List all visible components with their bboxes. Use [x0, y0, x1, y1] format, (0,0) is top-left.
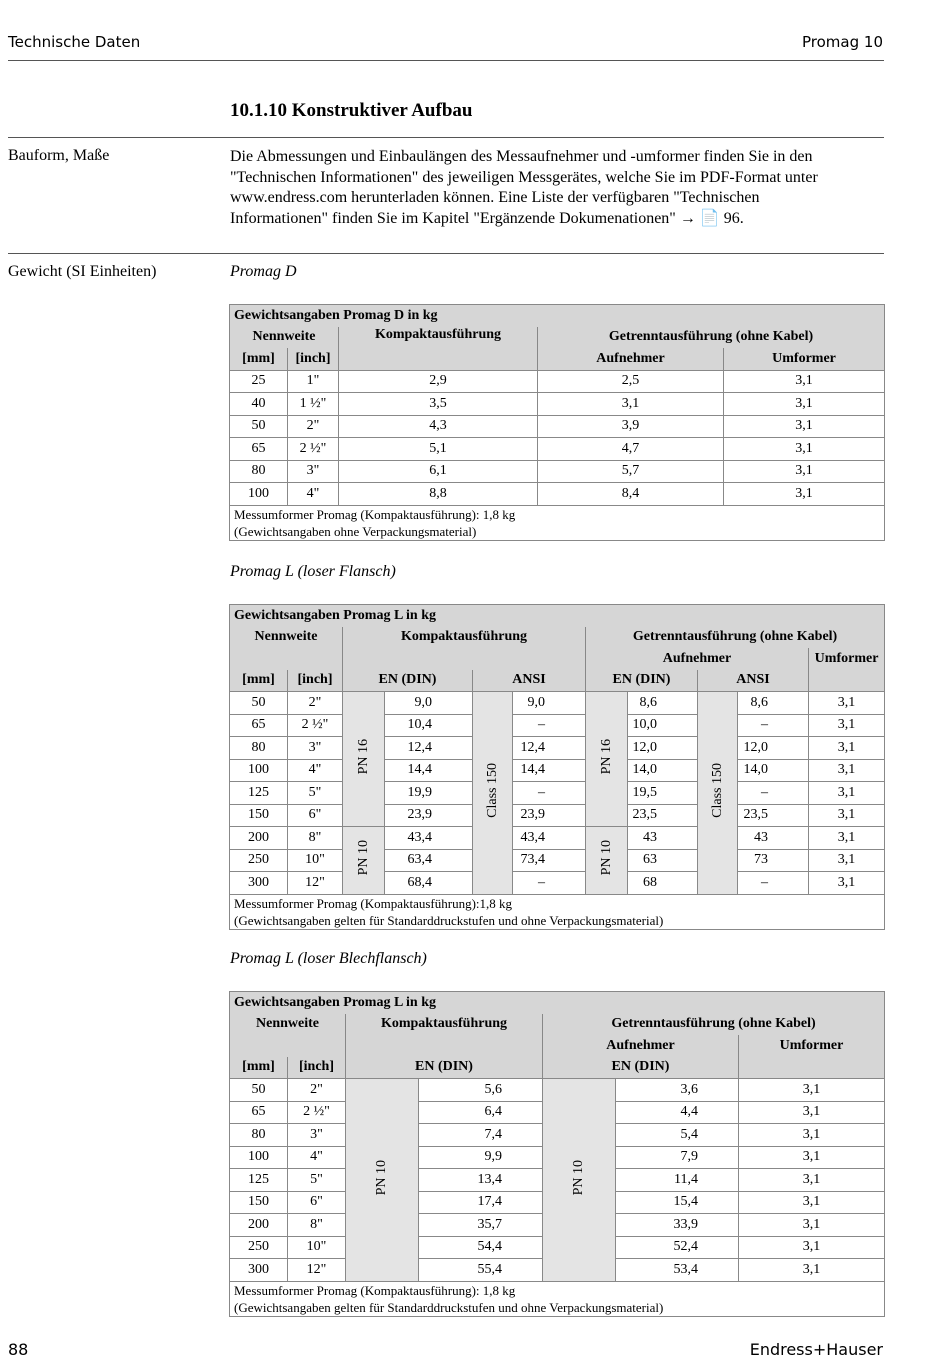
- col-mm: [mm]: [242, 1059, 275, 1075]
- table-cell: 23,9: [385, 804, 473, 827]
- table-cell: 10,0: [628, 714, 698, 737]
- table-cell: 3,1: [739, 1079, 885, 1102]
- table-row: [230, 782, 885, 805]
- table-cell: 14,0: [738, 759, 809, 782]
- col-umformer: Umformer: [809, 648, 885, 670]
- table-cell: –: [513, 872, 586, 895]
- header-rule: [8, 60, 884, 61]
- col-getrennt: Getrenntausführung (ohne Kabel): [543, 1014, 885, 1036]
- col-ansi: ANSI: [473, 670, 586, 692]
- table-cell: 8,8: [339, 483, 538, 506]
- pn10-label: [586, 827, 628, 895]
- table-cell: 73: [738, 849, 809, 872]
- table-cell: 63,4: [385, 849, 473, 872]
- table-cell: 3,1: [724, 370, 885, 393]
- table-cell: 19,5: [628, 782, 698, 805]
- col-en-din-getrennt: EN (DIN): [543, 1057, 739, 1079]
- table-cell: 9,9: [419, 1146, 543, 1169]
- table-promag-l-blechflansch: [229, 991, 885, 1317]
- table-cell: 25: [230, 370, 288, 393]
- table-cell: 3,1: [809, 849, 885, 872]
- table-caption: Gewichtsangaben Promag L in kg: [234, 607, 436, 623]
- table-cell: 9,0: [513, 692, 586, 715]
- table-cell: 6,1: [339, 460, 538, 483]
- col-aufnehmer: Aufnehmer: [586, 648, 809, 670]
- vertical-label: PN 16: [598, 738, 614, 775]
- table-cell: 2,5: [538, 370, 724, 393]
- col-umformer: Umformer: [739, 1035, 885, 1057]
- table-cell: 2": [288, 1079, 346, 1102]
- table-cell: 6": [288, 804, 343, 827]
- table-cell: –: [738, 782, 809, 805]
- col-nennweite: Nennweite: [256, 1016, 319, 1032]
- table-cell: 3,1: [538, 393, 724, 416]
- page-number: 88: [8, 1340, 29, 1359]
- col-en-din-getrennt: EN (DIN): [586, 670, 698, 692]
- table-cell: 43,4: [513, 827, 586, 850]
- table-cell: 3,1: [739, 1124, 885, 1147]
- table-cell: 35,7: [419, 1214, 543, 1237]
- bauform-paragraph: Die Abmessungen und Einbaulängen des Messaufnehmer und -umformer finden Sie in den "Technischen Informationen" des jeweiligen Messgerätes, welche Sie im PDF-Format unter www.endress.com herunterladen können. Eine Liste der verfügbaren "Technischen Informationen" finden Sie im Kapitel "Ergänzende Dokumenationen" → 📄 96.: [230, 148, 818, 227]
- table-row: [230, 460, 885, 483]
- vertical-label: Class 150: [709, 762, 725, 818]
- table-cell: 300: [230, 872, 288, 895]
- col-aufnehmer: Aufnehmer: [538, 348, 724, 370]
- table-cell: 3,1: [724, 393, 885, 416]
- table-cell: 3": [288, 1124, 346, 1147]
- brand-name: Endress+Hauser: [749, 1340, 883, 1359]
- vertical-label: PN 16: [355, 738, 371, 775]
- table-row: [230, 714, 885, 737]
- table-footnote: Messumformer Promag (Kompaktausführung): 1,8 kg (Gewichtsangaben ohne Verpackungsmaterial): [234, 506, 516, 539]
- table-cell: 3,1: [739, 1214, 885, 1237]
- col-nennweite: Nennweite: [254, 629, 318, 645]
- col-umformer: Umformer: [724, 348, 885, 370]
- table-cell: 5,6: [419, 1079, 543, 1102]
- table-cell: 3,1: [809, 872, 885, 895]
- table-row: [230, 1079, 885, 1102]
- bauform-label: Bauform, Maße: [8, 147, 110, 164]
- table-cell: 2": [288, 415, 339, 438]
- pn16-label: [586, 692, 628, 827]
- table-cell: 43,4: [385, 827, 473, 850]
- col-mm: [mm]: [242, 672, 275, 688]
- table-cell: 19,9: [385, 782, 473, 805]
- col-getrennt: Getrenntausführung (ohne Kabel): [586, 627, 885, 649]
- table-cell: 7,9: [616, 1146, 739, 1169]
- table-promag-d: [229, 304, 885, 541]
- table-cell: 5,1: [339, 438, 538, 461]
- table-cell: 2": [288, 692, 343, 715]
- table-cell: 65: [230, 438, 288, 461]
- table-row: [230, 737, 885, 760]
- promag-d-subtitle: Promag D: [230, 263, 297, 280]
- table-cell: 2,9: [339, 370, 538, 393]
- table-cell: 8": [288, 827, 343, 850]
- table-cell: 3,1: [809, 714, 885, 737]
- vertical-label: PN 10: [374, 1159, 389, 1195]
- table-cell: 10,4: [385, 714, 473, 737]
- table-cell: 3,9: [538, 415, 724, 438]
- table-promag-l-flansch: [229, 604, 885, 930]
- table-cell: 80: [230, 460, 288, 483]
- table-cell: 33,9: [616, 1214, 739, 1237]
- table-cell: 12": [288, 1259, 346, 1282]
- table-cell: 12,0: [628, 737, 698, 760]
- table-cell: 3,1: [739, 1191, 885, 1214]
- table-cell: 1 ½": [288, 393, 339, 416]
- table-cell: –: [738, 714, 809, 737]
- table-cell: –: [513, 714, 586, 737]
- table-row: [230, 759, 885, 782]
- table-cell: 200: [230, 827, 288, 850]
- pn10-label: [343, 827, 385, 895]
- table-cell: 52,4: [616, 1236, 739, 1259]
- table-row: [230, 483, 885, 506]
- col-nennweite: Nennweite: [252, 329, 316, 345]
- table-cell: 5": [288, 782, 343, 805]
- table-row: [230, 804, 885, 827]
- table-cell: 2 ½": [288, 714, 343, 737]
- table-cell: 50: [230, 1079, 288, 1102]
- section-title: 10.1.10 Konstruktiver Aufbau: [230, 100, 473, 121]
- table-cell: 23,5: [738, 804, 809, 827]
- table-cell: 5,7: [538, 460, 724, 483]
- table-row: [230, 849, 885, 872]
- table-cell: 3,1: [739, 1236, 885, 1259]
- table-cell: 4": [288, 483, 339, 506]
- table-cell: 100: [230, 759, 288, 782]
- table-cell: 50: [230, 415, 288, 438]
- table-cell: 14,4: [385, 759, 473, 782]
- table-cell: 12,4: [385, 737, 473, 760]
- table-row: [230, 438, 885, 461]
- table-cell: 53,4: [616, 1259, 739, 1282]
- vertical-label: PN 10: [571, 1159, 586, 1195]
- col-aufnehmer: Aufnehmer: [543, 1035, 739, 1057]
- table-cell: 3,1: [724, 460, 885, 483]
- promag-l-flansch-subtitle: Promag L (loser Flansch): [230, 563, 396, 580]
- table-cell: 125: [230, 782, 288, 805]
- table-cell: 3,1: [724, 438, 885, 461]
- col-inch: [inch]: [288, 1057, 346, 1079]
- table-cell: 40: [230, 393, 288, 416]
- table-footnote: Messumformer Promag (Kompaktausführung):1,8 kg (Gewichtsangaben gelten für Standarddruckstufen und ohne Verpackungsmaterial): [234, 895, 664, 928]
- running-header-right: Promag 10: [802, 33, 883, 51]
- table-cell: 3,1: [809, 759, 885, 782]
- table-cell: 3,1: [809, 692, 885, 715]
- table-cell: 63: [628, 849, 698, 872]
- col-kompakt: Kompaktausführung: [346, 1014, 543, 1036]
- table-cell: 68,4: [385, 872, 473, 895]
- table-cell: 3,1: [739, 1101, 885, 1124]
- vertical-label: PN 10: [598, 840, 614, 876]
- pn10-label: [346, 1079, 419, 1282]
- col-getrennt: Getrenntausführung (ohne Kabel): [538, 327, 885, 349]
- table-cell: 200: [230, 1214, 288, 1237]
- table-cell: 250: [230, 1236, 288, 1259]
- col-inch: [inch]: [288, 348, 339, 370]
- col-ansi-getrennt: ANSI: [698, 670, 809, 692]
- table-cell: 125: [230, 1169, 288, 1192]
- table-row: [230, 370, 885, 393]
- table-cell: 80: [230, 737, 288, 760]
- table-caption: Gewichtsangaben Promag L in kg: [234, 994, 436, 1010]
- table-cell: 4,4: [616, 1101, 739, 1124]
- table-cell: 3,1: [809, 782, 885, 805]
- col-kompakt: Kompaktausführung: [339, 327, 538, 371]
- section-rule: [8, 137, 884, 138]
- table-cell: 3,6: [616, 1079, 739, 1102]
- table-cell: 5,4: [616, 1124, 739, 1147]
- table-cell: 12,0: [738, 737, 809, 760]
- table-cell: 4,3: [339, 415, 538, 438]
- table-cell: 4": [288, 1146, 346, 1169]
- table-cell: 14,0: [628, 759, 698, 782]
- table-cell: 3,5: [339, 393, 538, 416]
- table-footnote: Messumformer Promag (Kompaktausführung): 1,8 kg (Gewichtsangaben gelten für Standarddruckstufen und ohne Verpackungsmaterial): [234, 1282, 664, 1315]
- table-cell: 50: [230, 692, 288, 715]
- table-caption: Gewichtsangaben Promag D in kg: [234, 307, 438, 323]
- table-row: [230, 692, 885, 715]
- table-row: [230, 415, 885, 438]
- table-cell: 14,4: [513, 759, 586, 782]
- table-cell: 8,6: [628, 692, 698, 715]
- table-cell: 3,1: [739, 1259, 885, 1282]
- table-cell: 43: [628, 827, 698, 850]
- table-cell: 23,9: [513, 804, 586, 827]
- table-cell: 17,4: [419, 1191, 543, 1214]
- table-cell: 15,4: [616, 1191, 739, 1214]
- table-cell: 8": [288, 1214, 346, 1237]
- table-cell: 12": [288, 872, 343, 895]
- table-cell: 1": [288, 370, 339, 393]
- pn10-label: [543, 1079, 616, 1282]
- table-cell: 250: [230, 849, 288, 872]
- col-kompakt: Kompaktausführung: [343, 627, 586, 649]
- table-cell: 10": [288, 849, 343, 872]
- table-cell: 3,1: [809, 737, 885, 760]
- gewicht-label: Gewicht (SI Einheiten): [8, 263, 157, 280]
- table-cell: 55,4: [419, 1259, 543, 1282]
- table-row: [230, 393, 885, 416]
- table-cell: 9,0: [385, 692, 473, 715]
- table-cell: 4": [288, 759, 343, 782]
- table-cell: 3": [288, 460, 339, 483]
- table-cell: 3,1: [809, 804, 885, 827]
- table-cell: 43: [738, 827, 809, 850]
- col-inch: [inch]: [288, 670, 343, 692]
- table-cell: 8,4: [538, 483, 724, 506]
- table-row: [230, 872, 885, 895]
- table-cell: 100: [230, 483, 288, 506]
- table-cell: 150: [230, 1191, 288, 1214]
- promag-l-blechflansch-subtitle: Promag L (loser Blechflansch): [230, 950, 427, 967]
- table-cell: –: [513, 782, 586, 805]
- table-cell: 80: [230, 1124, 288, 1147]
- vertical-label: PN 10: [355, 840, 371, 876]
- table-cell: 4,7: [538, 438, 724, 461]
- col-mm: [mm]: [242, 350, 275, 366]
- table-cell: 300: [230, 1259, 288, 1282]
- table-cell: 11,4: [616, 1169, 739, 1192]
- table-cell: 3": [288, 737, 343, 760]
- running-header-left: Technische Daten: [8, 33, 141, 51]
- class150-label: [473, 692, 513, 895]
- table-cell: 68: [628, 872, 698, 895]
- col-en-din: EN (DIN): [346, 1057, 543, 1079]
- table-cell: 150: [230, 804, 288, 827]
- class150-label: [698, 692, 738, 895]
- table-cell: 10": [288, 1236, 346, 1259]
- table-cell: 3,1: [739, 1146, 885, 1169]
- table-cell: 2 ½": [288, 438, 339, 461]
- table-cell: 100: [230, 1146, 288, 1169]
- table-cell: 3,1: [724, 483, 885, 506]
- vertical-label: Class 150: [484, 762, 500, 818]
- table-cell: 5": [288, 1169, 346, 1192]
- table-row: [230, 827, 885, 850]
- table-cell: 12,4: [513, 737, 586, 760]
- table-cell: 65: [230, 714, 288, 737]
- table-cell: 2 ½": [288, 1101, 346, 1124]
- table-cell: 6": [288, 1191, 346, 1214]
- pn16-label: [343, 692, 385, 827]
- col-en-din: EN (DIN): [343, 670, 473, 692]
- table-cell: 6,4: [419, 1101, 543, 1124]
- bauform-rule: [8, 253, 884, 254]
- table-cell: 7,4: [419, 1124, 543, 1147]
- table-cell: –: [738, 872, 809, 895]
- table-cell: 3,1: [739, 1169, 885, 1192]
- table-cell: 54,4: [419, 1236, 543, 1259]
- table-cell: 13,4: [419, 1169, 543, 1192]
- table-cell: 3,1: [724, 415, 885, 438]
- table-cell: 3,1: [809, 827, 885, 850]
- table-cell: 65: [230, 1101, 288, 1124]
- table-cell: 8,6: [738, 692, 809, 715]
- table-cell: 23,5: [628, 804, 698, 827]
- table-cell: 73,4: [513, 849, 586, 872]
